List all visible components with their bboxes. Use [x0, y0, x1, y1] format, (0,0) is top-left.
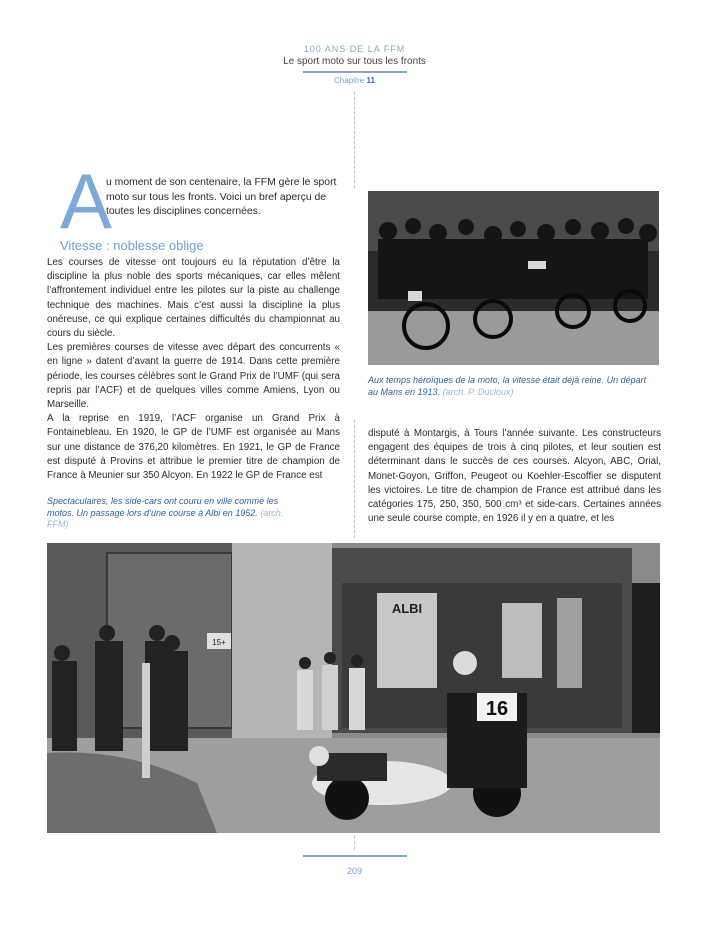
column-divider-bottom [354, 836, 355, 850]
page-number: 209 [346, 866, 363, 876]
caption-text: Spectaculaires, les side-cars ont couru en ville comme les motos. Un passage lors d’une course à Albi en 1952. [47, 496, 279, 518]
paragraph: Les premières courses de vitesse avec départ des concurrents « en ligne » datent d’avant la guerre de 1914. Dans cette première période, les courses célèbres sont le Grand Prix de l’UMF (qui sera repris par l’ACF) et de quelques villes comme Amiens, Lyon ou Marseille. [47, 342, 340, 411]
article-body-left [47, 256, 340, 483]
caption-text: Aux temps héroïques de la moto, la vitesse était déjà reine. Un départ au Mans en 1913. [368, 375, 647, 397]
drop-cap: A [60, 157, 113, 245]
column-divider-top [354, 92, 355, 188]
chapter-word: Chapitre [334, 76, 365, 85]
photo-1913-le-mans-start [368, 191, 659, 365]
door-sign-text: 15+ [212, 638, 226, 647]
footer-rule [303, 855, 407, 857]
photo-albi-1952-sidecar [47, 543, 660, 833]
chapter-title: Le sport moto sur tous les fronts [283, 56, 426, 67]
photo-1913-image [368, 191, 659, 365]
chapter-label [0, 76, 709, 86]
article-body-right: disputé à Montargis, à Tours l’année suivante. Les constructeurs engagent des équipes de trois à cinq pilotes, et leur soutien est déterminant dans le succès de ces courses. Alcyon, ABC, Orial, Monet-Goyon, Griffon, Peugeot ou Koehler-Escoffier se disputent les victoires. Le titre de champion de France est attribué dans les catégories 175, 250, 350, 500 cm³ et side-cars. Certaines années une seule course compte, en 1926 il y en a quatre, et les [368, 428, 661, 525]
column-divider-middle [354, 420, 355, 538]
intro-paragraph: u moment de son centenaire, la FFM gère le sport moto sur tous les fronts. Voici un bref aperçu de toutes les disciplines concernées. [106, 177, 337, 217]
photo-albi-image [47, 543, 660, 833]
header-rule [303, 71, 407, 73]
bottom-photo-caption [47, 496, 287, 531]
paragraph: A la reprise en 1919, l’ACF organise un Grand Prix à Fontainebleau. En 1920, le GP de l’UMF est organisée au Mans sur une distance de 376,20 kilomètres. En 1921, le GP de France est disputé à Provins et attribue le premier titre de champion de France à Meunier sur 350 Alcyon. En 1922 le GP de France est [47, 413, 340, 482]
chapter-number: 11 [366, 76, 375, 85]
top-photo-caption [368, 375, 658, 398]
section-heading: Vitesse : noblesse oblige [60, 238, 204, 253]
poster-text: ALBI [391, 601, 423, 616]
photo-credit: (arch. P. Ducloux) [442, 386, 514, 397]
race-number-text: 16 [485, 698, 509, 720]
running-header [0, 44, 709, 86]
paragraph: Les courses de vitesse ont toujours eu la réputation d’être la discipline la plus noble des sports mécaniques, car elles mêlent l’affrontement individuel entre les pilotes sur la piste au challenge technique des machines. Mais c’est aussi la discipline la plus onéreuse, ce qui explique certaines difficultés du championnat au cours du siècle. [47, 257, 340, 340]
book-series-title: 100 ANS DE LA FFM [303, 44, 406, 54]
photo-credit: (arch. FFM) [47, 507, 284, 529]
